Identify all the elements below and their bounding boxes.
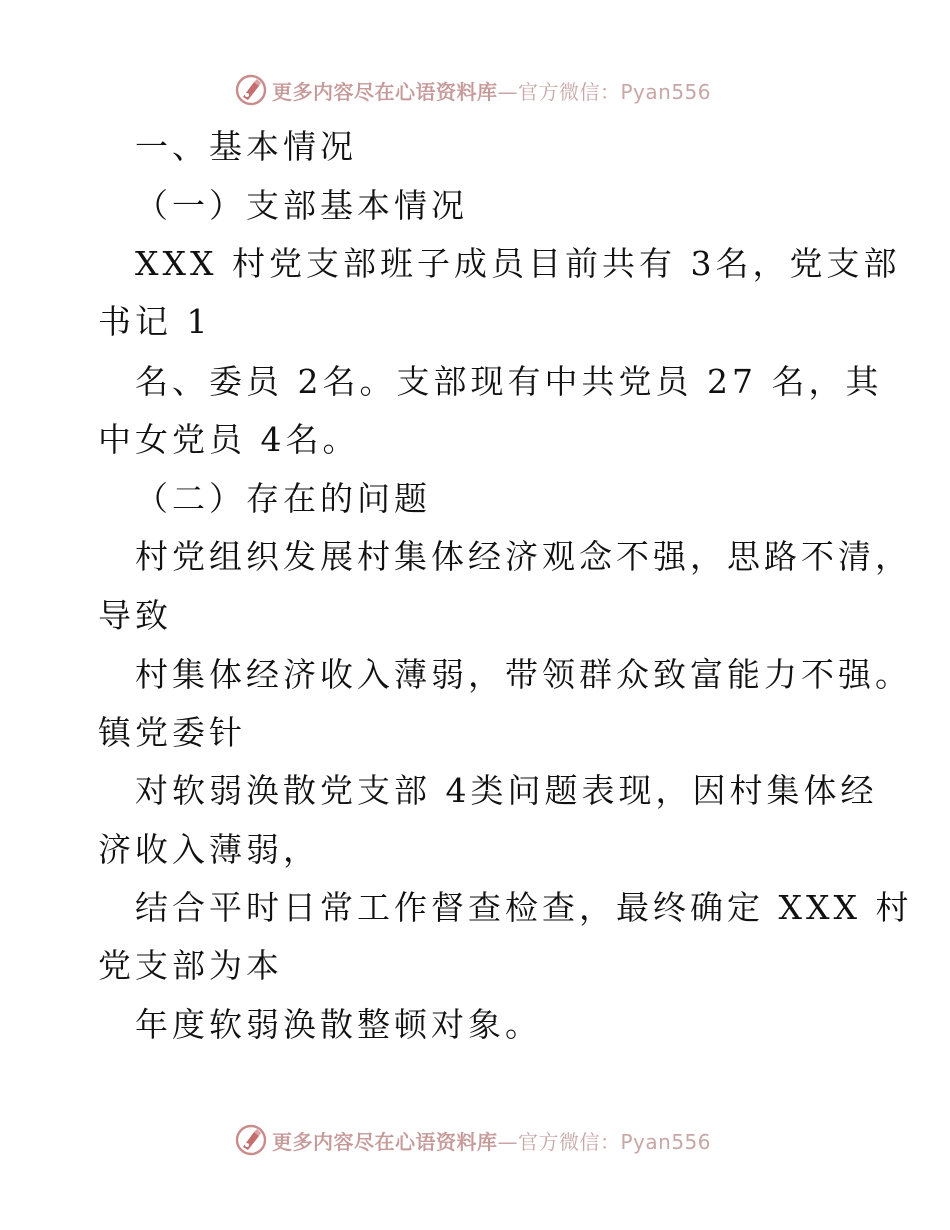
- watermark-brand: 更多内容尽在心语资料库: [272, 79, 498, 104]
- watermark-contact-label: 官方微信：: [518, 1129, 621, 1154]
- body-line: 结合平时日常工作督查检查，最终确定 XXX 村: [135, 888, 913, 927]
- section-heading-basic-situation: 一、基本情况: [135, 127, 357, 166]
- watermark-text: [272, 76, 711, 105]
- body-line: 中女党员 4名。: [98, 420, 360, 459]
- watermark-separator: —: [497, 79, 518, 104]
- watermark-text: [272, 1126, 711, 1155]
- body-line: 济收入薄弱，: [98, 830, 320, 869]
- header-watermark: [234, 72, 711, 108]
- body-line: 书记 1: [98, 302, 212, 341]
- watermark-separator: —: [497, 1129, 518, 1154]
- subsection-heading-problems: （二）存在的问题: [135, 479, 431, 518]
- body-line: 镇党委针: [98, 713, 246, 752]
- body-line: 党支部为本: [98, 946, 283, 985]
- body-line: 对软弱涣散党支部 4类问题表现，因村集体经: [135, 771, 878, 810]
- watermark-contact-id: Pyan556: [620, 79, 712, 104]
- body-line: 名、委员 2名。支部现有中共党员 27 名，其: [135, 362, 883, 401]
- pen-nib-logo-icon: [234, 73, 268, 107]
- watermark-contact-label: 官方微信：: [518, 79, 621, 104]
- footer-watermark: [234, 1122, 711, 1158]
- pen-nib-logo-icon: [234, 1123, 268, 1157]
- body-line: XXX 村党支部班子成员目前共有 3名，党支部: [135, 244, 901, 283]
- body-line: 年度软弱涣散整顿对象。: [135, 1005, 542, 1044]
- watermark-contact-id: Pyan556: [620, 1129, 712, 1154]
- subsection-heading-branch-situation: （一）支部基本情况: [135, 186, 468, 225]
- watermark-brand: 更多内容尽在心语资料库: [272, 1129, 498, 1154]
- body-line: 村党组织发展村集体经济观念不强，思路不清，: [135, 537, 912, 576]
- body-line: 村集体经济收入薄弱，带领群众致富能力不强。: [135, 655, 912, 694]
- body-line: 导致: [98, 596, 172, 635]
